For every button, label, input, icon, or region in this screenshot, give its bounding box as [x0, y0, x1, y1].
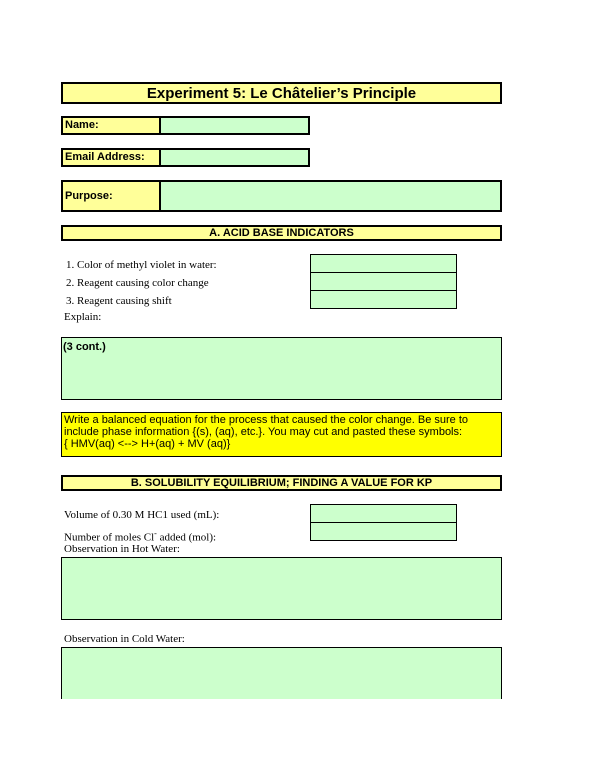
- answer-3-field[interactable]: [310, 290, 457, 309]
- answer-1-field[interactable]: [310, 254, 457, 273]
- hot-water-label: Observation in Hot Water:: [64, 543, 180, 555]
- moles-superscript: -: [154, 529, 157, 538]
- volume-field[interactable]: [310, 504, 457, 523]
- purpose-field[interactable]: [159, 180, 502, 212]
- question-1-label: 1. Color of methyl violet in water:: [66, 259, 217, 271]
- cold-water-field[interactable]: [61, 647, 502, 699]
- moles-label: [64, 527, 216, 545]
- name-field[interactable]: [159, 116, 310, 135]
- page-title: Experiment 5: Le Châtelier’s Principle: [61, 82, 502, 104]
- instruction-line-3: { HMV(aq) <--> H+(aq) + MV (aq)}: [64, 438, 231, 450]
- instruction-line-1: Write a balanced equation for the process that caused the color change. Be sure to: [64, 414, 468, 426]
- volume-label: Volume of 0.30 M HC1 used (mL):: [64, 509, 220, 521]
- hot-water-field[interactable]: [61, 557, 502, 620]
- question-3-label: 3. Reagent causing shift: [66, 295, 172, 307]
- explain-label: Explain:: [64, 311, 102, 323]
- cold-water-label: Observation in Cold Water:: [64, 633, 185, 645]
- email-label: Email Address:: [61, 148, 161, 167]
- question-2-label: 2. Reagent causing color change: [66, 277, 209, 289]
- moles-field[interactable]: [310, 522, 457, 541]
- instruction-box: [61, 412, 502, 457]
- cont-label: (3 cont.): [63, 341, 106, 353]
- section-a-heading: A. ACID BASE INDICATORS: [61, 225, 502, 241]
- purpose-label: Purpose:: [61, 180, 161, 212]
- moles-label-text: Number of moles Cl: [64, 531, 155, 544]
- section-b-heading: B. SOLUBILITY EQUILIBRIUM; FINDING A VALUE FOR KP: [61, 475, 502, 491]
- email-field[interactable]: [159, 148, 310, 167]
- name-label: Name:: [61, 116, 161, 135]
- moles-label-suffix: added (mol):: [156, 531, 217, 544]
- answer-2-field[interactable]: [310, 272, 457, 291]
- instruction-line-2: include phase information {(s), (aq), etc.}. You may cut and pasted these symbols:: [64, 426, 463, 438]
- explain-field[interactable]: [61, 337, 502, 400]
